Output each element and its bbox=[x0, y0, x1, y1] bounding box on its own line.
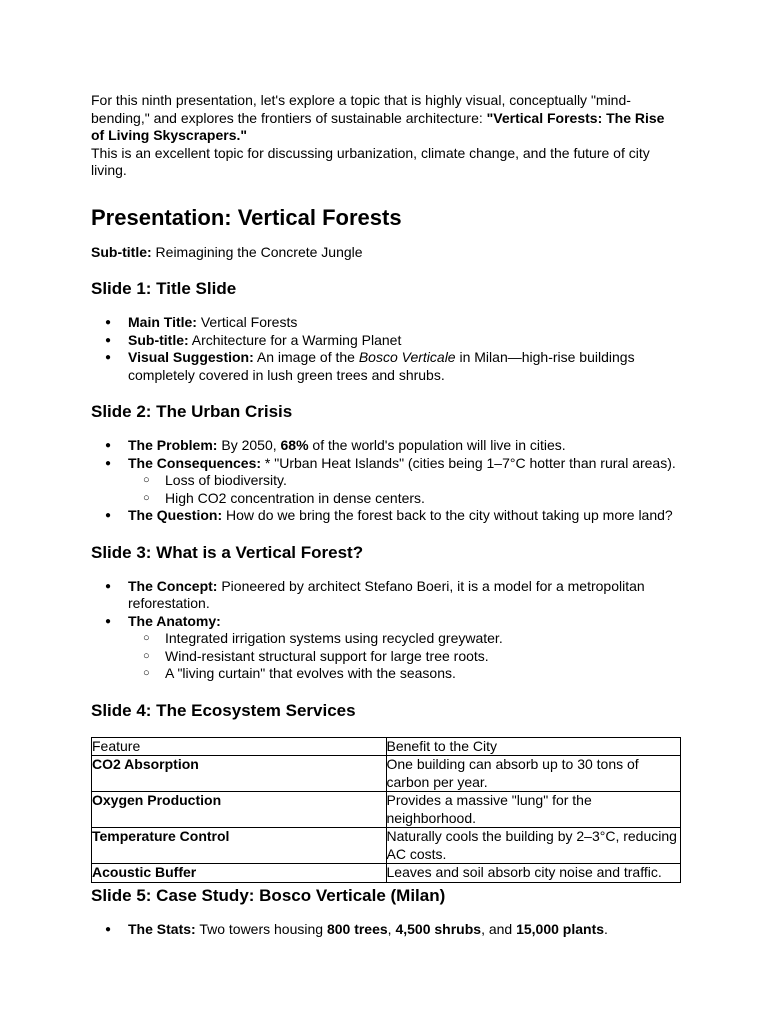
item-value: How do we bring the forest back to the city without taking up more land? bbox=[222, 507, 673, 523]
table-cell bbox=[92, 756, 387, 792]
sub-list-item: ○ A "living curtain" that evolves with the seasons. bbox=[91, 665, 681, 683]
intro-highlight: "Vertical Forests: The Rise of Living Skyscrapers." bbox=[91, 109, 665, 143]
cell-feature: Oxygen Production bbox=[92, 792, 222, 808]
item-value: Pioneered by architect Stefano Boeri, it is a model for a metropolitan reforestation. bbox=[128, 577, 645, 611]
item-value: Two towers housing bbox=[195, 920, 327, 937]
table-cell: Leaves and soil absorb city noise and traffic. bbox=[386, 864, 681, 883]
item-value: , and bbox=[481, 920, 517, 937]
item-label: The Stats: bbox=[128, 920, 196, 937]
slide4-heading: Slide 4: The Ecosystem Services bbox=[91, 700, 356, 720]
list-item bbox=[91, 455, 681, 508]
item-label: Sub-title: bbox=[128, 331, 189, 348]
subtitle bbox=[91, 244, 681, 262]
page-title: Presentation: Vertical Forests bbox=[91, 204, 402, 230]
slide2-sublist bbox=[128, 472, 681, 507]
intro-paragraph bbox=[91, 92, 681, 145]
item-value: An image of the bbox=[253, 349, 359, 365]
slide5-list bbox=[91, 921, 681, 939]
item-emphasis: 68% bbox=[280, 437, 309, 453]
list-item bbox=[91, 921, 681, 939]
document-page bbox=[91, 92, 681, 938]
list-item bbox=[91, 437, 681, 455]
list-item bbox=[91, 507, 681, 525]
sub-list-item: ○ Integrated irrigation systems using recycled greywater. bbox=[91, 630, 681, 648]
list-item bbox=[91, 613, 681, 683]
table-cell bbox=[92, 828, 387, 864]
item-value: * "Urban Heat Islands" (cities being 1–7°C hotter than rural areas). bbox=[261, 454, 676, 471]
slide3-heading: Slide 3: What is a Vertical Forest? bbox=[91, 542, 364, 562]
item-label: The Consequences: bbox=[128, 454, 262, 471]
item-value: Architecture for a Warming Planet bbox=[188, 331, 402, 348]
ecosystem-table bbox=[91, 737, 681, 883]
table-cell: Naturally cools the building by 2–3°C, reducing AC costs. bbox=[386, 828, 681, 864]
slide1-list bbox=[91, 314, 681, 384]
table-cell: Provides a massive "lung" for the neighborhood. bbox=[386, 792, 681, 828]
table-header-cell: Benefit to the City bbox=[386, 737, 681, 756]
item-label: Main Title: bbox=[128, 314, 197, 330]
table-cell: One building can absorb up to 30 tons of carbon per year. bbox=[386, 756, 681, 792]
subtitle-value: Reimagining the Concrete Jungle bbox=[151, 243, 363, 260]
item-value: in Milan—high-rise buildings completely covered in lush green trees and shrubs. bbox=[128, 349, 635, 383]
intro-text: For this ninth presentation, let's explore a topic that is highly visual, conceptually "mind-bending," and explores the frontiers of sustainable architecture: bbox=[91, 92, 631, 126]
item-emphasis: 800 trees bbox=[326, 920, 388, 937]
item-value: Vertical Forests bbox=[196, 314, 298, 330]
item-emphasis: 4,500 shrubs bbox=[395, 920, 482, 937]
list-item bbox=[91, 578, 681, 613]
item-value: By 2050, bbox=[217, 437, 281, 453]
slide3-sublist bbox=[128, 630, 681, 683]
item-label: Visual Suggestion: bbox=[128, 349, 254, 365]
table-row bbox=[92, 792, 681, 828]
cell-feature: Acoustic Buffer bbox=[92, 864, 197, 880]
item-value: , bbox=[387, 920, 396, 937]
table-row bbox=[92, 864, 681, 883]
table-header-row bbox=[92, 737, 681, 756]
subtitle-label: Sub-title: bbox=[91, 243, 152, 260]
table-row bbox=[92, 828, 681, 864]
table-header-cell: Feature bbox=[92, 737, 387, 756]
list-item bbox=[91, 314, 681, 332]
item-label: The Anatomy: bbox=[128, 612, 221, 629]
item-label: The Question: bbox=[128, 507, 223, 523]
item-value: of the world's population will live in cities. bbox=[308, 437, 566, 453]
slide2-heading: Slide 2: The Urban Crisis bbox=[91, 402, 293, 421]
item-label: The Concept: bbox=[128, 577, 218, 594]
table-row bbox=[92, 756, 681, 792]
table-cell bbox=[92, 864, 387, 883]
sub-list-item: ○ Loss of biodiversity. bbox=[91, 472, 681, 490]
list-item bbox=[91, 349, 681, 384]
list-item bbox=[91, 332, 681, 350]
sub-list-item: ○ Wind-resistant structural support for large tree roots. bbox=[91, 648, 681, 666]
item-emphasis: Bosco Verticale bbox=[358, 349, 456, 365]
table-cell bbox=[92, 792, 387, 828]
item-value: . bbox=[604, 920, 608, 937]
slide3-list bbox=[91, 578, 681, 683]
cell-feature: CO2 Absorption bbox=[92, 756, 199, 772]
slide2-list bbox=[91, 437, 681, 525]
item-label: The Problem: bbox=[128, 437, 218, 453]
slide5-heading: Slide 5: Case Study: Bosco Verticale (Milan) bbox=[91, 885, 446, 905]
sub-list-item: ○ High CO2 concentration in dense centers. bbox=[91, 490, 681, 508]
cell-feature: Temperature Control bbox=[92, 828, 230, 844]
intro-paragraph-2: This is an excellent topic for discussing urbanization, climate change, and the future of city living. bbox=[91, 144, 650, 178]
item-emphasis: 15,000 plants bbox=[516, 920, 605, 937]
slide1-heading: Slide 1: Title Slide bbox=[91, 279, 237, 298]
